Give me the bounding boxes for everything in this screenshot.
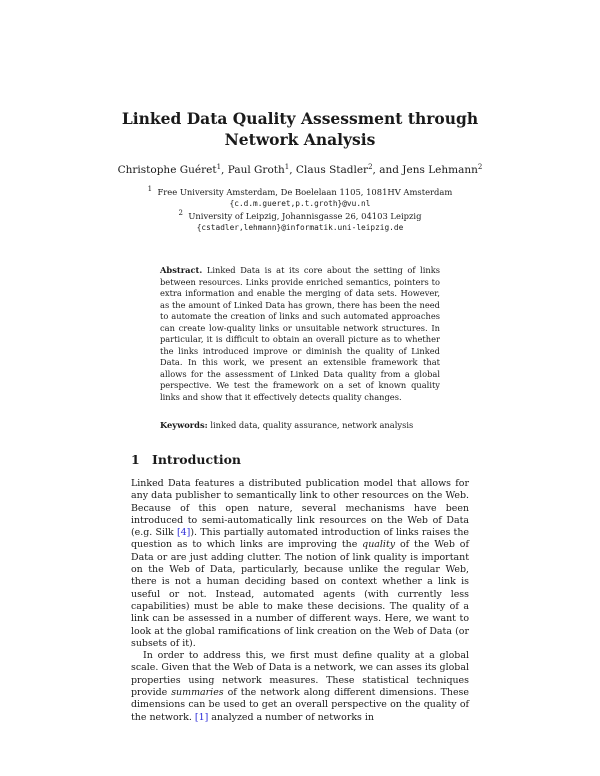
paragraph-text: In order to address this, we first must define quality at a global scale. Given that the Web of Data is a network, we can asses its global properties using network measures. These statistical techniques provide — [131, 650, 469, 699]
section-heading — [131, 452, 241, 467]
paragraph-text: of the Web of Data or are just adding clutter. The notion of link quality is important on the Web of Data, particularly, because unlike the regular Web, there is not a human deciding based on context whether a link is useful or not. Instead, automated agents (with currently less capabilities) must be able to make these decisions. The quality of a link can be assessed in a number of different ways. Here, we want to look at the global ramifications of link creation on the Web of Data (or subsets of it). — [131, 539, 469, 649]
keywords-label: Keywords: — [160, 420, 208, 430]
emphasis: quality — [362, 539, 396, 551]
author-affil-mark: 2 — [368, 163, 373, 171]
author-name: Jens Lehmann — [402, 164, 478, 176]
paragraph-text: Linked Data features a distributed publication model that allows for any data publisher to semantically link to other resources on the Web. Because of this open nature, several mechanisms have been introduced to semi-automatically link resources on the Web of Data (e.g. Silk — [131, 478, 469, 539]
keywords — [160, 420, 440, 430]
abstract-label: Abstract. — [160, 265, 203, 275]
paragraph-text: of the network along different dimensions. These dimensions can be used to get an overall perspective on the quality of the network. — [131, 687, 469, 723]
author-name: Claus Stadler — [295, 164, 369, 176]
citation-link[interactable]: [4] — [176, 527, 191, 539]
citation-link[interactable]: [1] — [194, 711, 209, 723]
affil-address: University of Leipzig, Johannisgasse 26, 04103 Leipzig — [188, 211, 422, 221]
paragraph — [131, 650, 469, 724]
emphasis: summaries — [171, 687, 224, 699]
section-title: Introduction — [152, 452, 242, 467]
paragraph-text: ). This partially automated introduction of links raises the question as to which links are improving the — [131, 527, 470, 551]
author-separator: , and — [372, 164, 403, 176]
abstract-text: Linked Data is at its core about the setting of links between resources. Links provide enriched semantics, pointers to extra information and enable the merging of data sets. However, as the amount of Linked Data has grown, there has been the need to automate the creation of links and such automated approaches can create low-quality links or unsuitable network structures. In particular, it is difficult to obtain an overall picture as to whether the links introduced improve or diminish the quality of Linked Data. In this work, we present an extensible framework that allows for the assessment of Linked Data quality from a global perspective. We test the framework on a set of known quality links and show that it effectively detects quality changes. — [160, 265, 440, 403]
paragraph-text: analyzed a number of networks in — [208, 711, 374, 723]
keywords-text: linked data, quality assurance, network analysis — [210, 420, 414, 430]
author-name: Christophe Guéret — [117, 164, 217, 176]
author-affil-mark: 1 — [216, 163, 222, 171]
affil-mark: 2 — [178, 209, 183, 217]
affil-email: {c.d.m.gueret,p.t.groth}@vu.nl — [229, 199, 371, 208]
title-line-1: Linked Data Quality Assessment through — [121, 109, 479, 128]
affil-mark: 1 — [147, 185, 153, 193]
paper-title — [0, 108, 600, 150]
affil-email: {cstadler,lehmann}@informatik.uni-leipzig.de — [196, 223, 404, 232]
title-line-2: Network Analysis — [224, 130, 376, 149]
affil-address: Free University Amsterdam, De Boelelaan 1105, 1081HV Amsterdam — [157, 187, 453, 197]
author-list — [0, 164, 600, 176]
section-body — [131, 478, 469, 724]
author-name: Paul Groth — [227, 164, 285, 176]
paragraph — [131, 478, 469, 650]
affiliation-2 — [0, 210, 600, 234]
author-separator: , — [289, 164, 296, 176]
author-separator: , — [221, 164, 228, 176]
author-affil-mark: 1 — [284, 163, 290, 171]
affiliation-1 — [0, 186, 600, 210]
abstract — [160, 265, 440, 404]
section-number: 1 — [131, 452, 140, 467]
author-affil-mark: 2 — [477, 163, 483, 171]
